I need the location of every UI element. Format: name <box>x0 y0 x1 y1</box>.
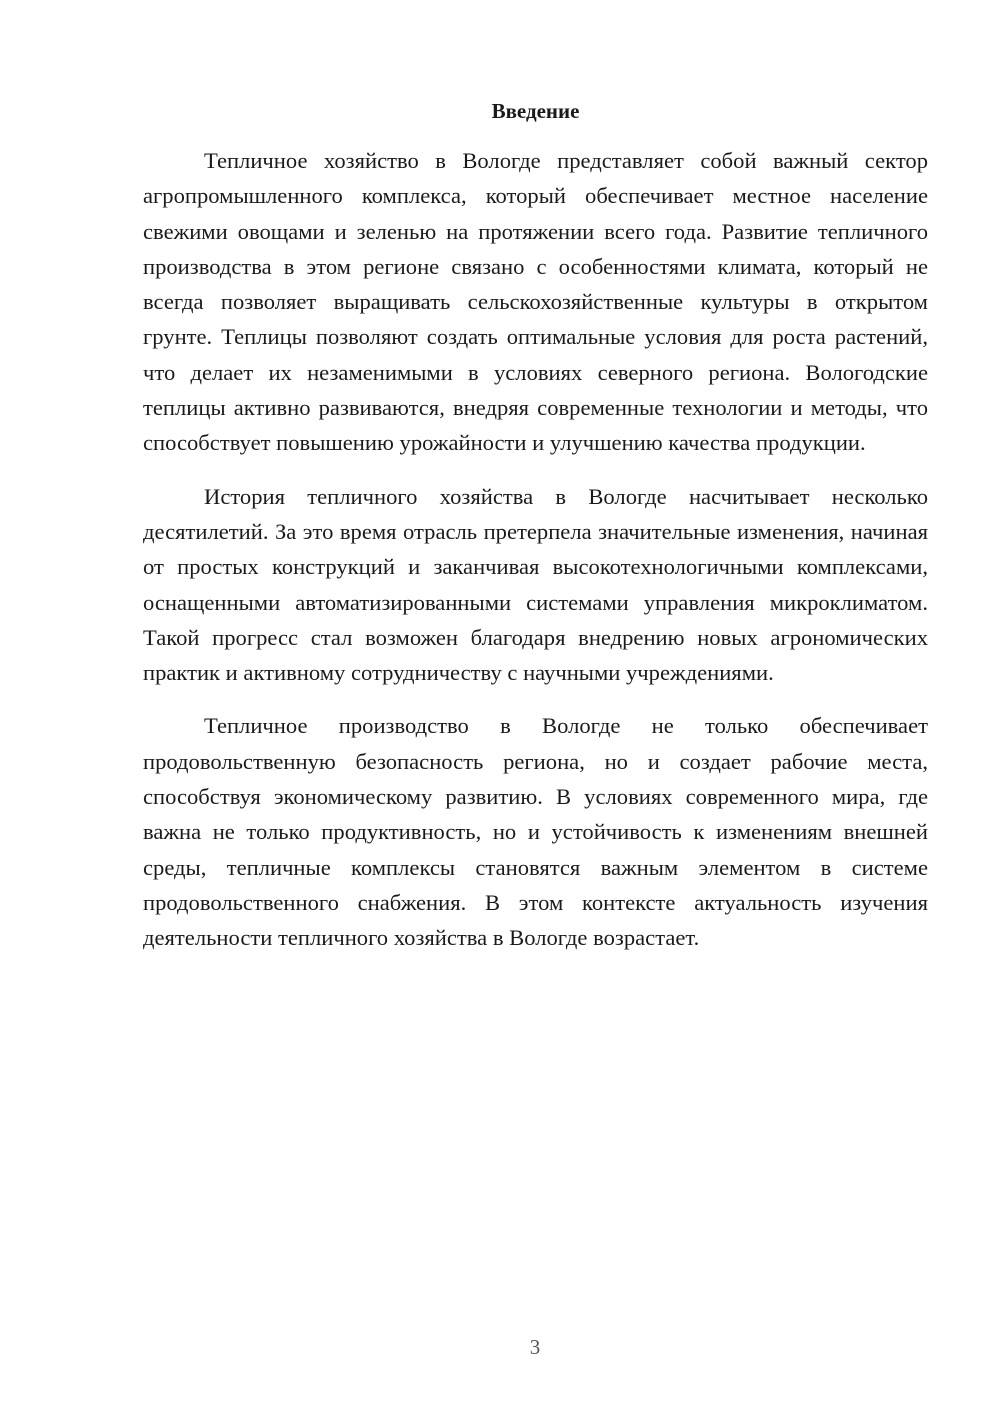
section-body <box>143 143 928 974</box>
paragraph-1: Тепличное хозяйство в Вологде представляет собой важный сектор агропромышленного комплекса, который обеспечивает местное население свежими овощами и зеленью на протяжении всего года. Развитие тепличного производства в этом регионе связано с особенностями климата, который не всегда позволяет выращивать сельскохозяйственные культуры в открытом грунте. Теплицы позволяют создать оптимальные условия для роста растений, что делает их незаменимыми в условиях северного региона. Вологодские теплицы активно развиваются, внедряя современные технологии и методы, что способствует повышению урожайности и улучшению качества продукции. <box>143 148 928 456</box>
paragraph-2: История тепличного хозяйства в Вологде насчитывает несколько десятилетий. За это время отрасль претерпела значительные изменения, начиная от простых конструкций и заканчивая высокотехнологичными комплексами, оснащенными автоматизированными системами управления микроклиматом. Такой прогресс стал возможен благодаря внедрению новых агрономических практик и активному сотрудничеству с научными учреждениями. <box>143 483 928 686</box>
section-title: Введение <box>491 99 580 123</box>
page-number: 3 <box>529 1335 541 1359</box>
paragraph-3: Тепличное производство в Вологде не только обеспечивает продовольственную безопасность региона, но и создает рабочие места, способствуя экономическому развитию. В условиях современного мира, где важна не только продуктивность, но и устойчивость к изменениям внешней среды, тепличные комплексы становятся важным элементом в системе продовольственного снабжения. В этом контексте актуальность изучения деятельности тепличного хозяйства в Вологде возрастает. <box>143 713 928 951</box>
